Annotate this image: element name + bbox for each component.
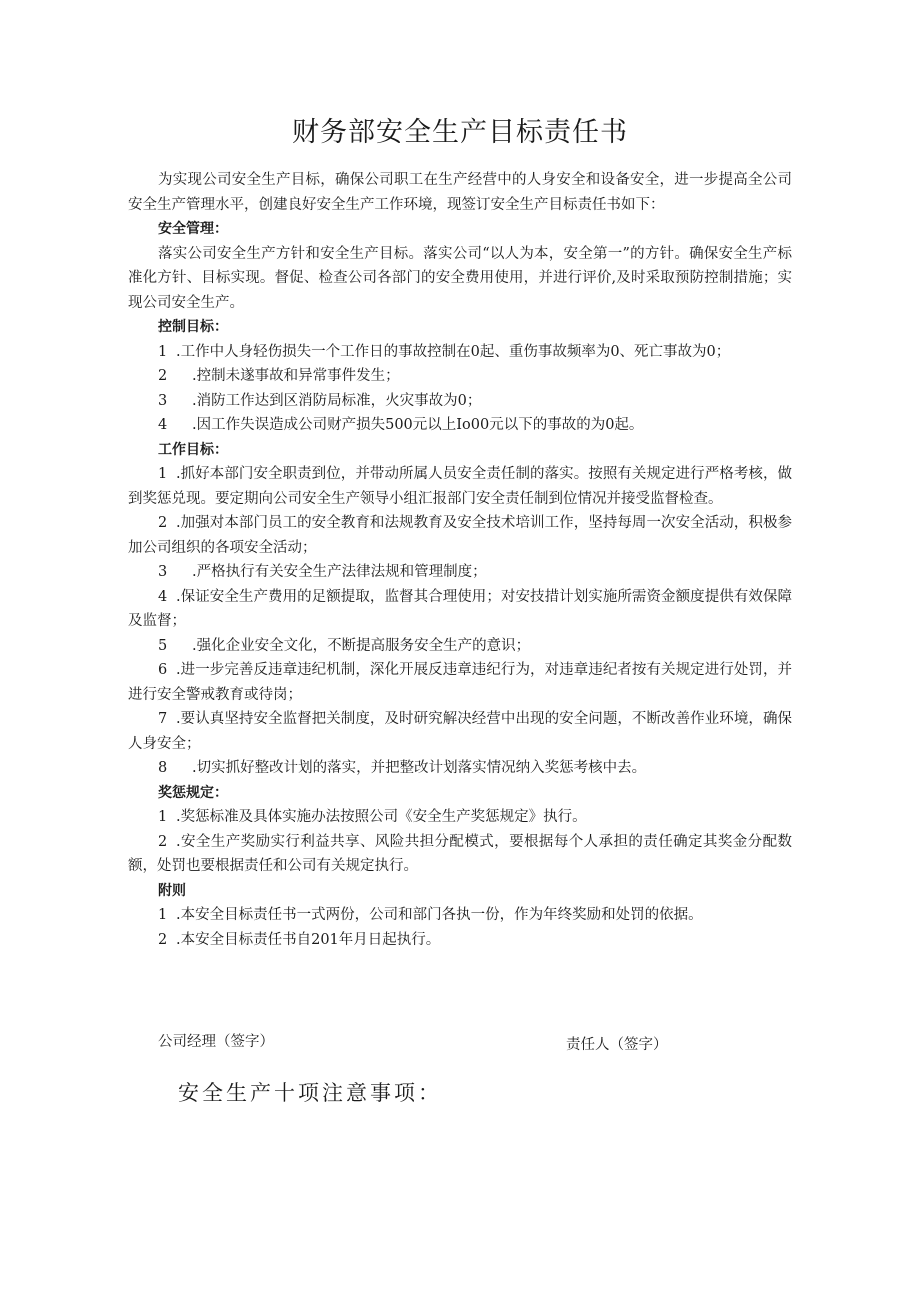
list-item	[128, 462, 792, 511]
list-item	[128, 634, 792, 659]
section-heading-work-targets: 工作目标：	[158, 441, 228, 458]
list-number: 2	[158, 931, 168, 948]
list-item	[128, 707, 792, 756]
list-item	[128, 903, 792, 928]
list-text: .因工作失误造成公司财产损失500元以上Io00元以下的事故的为0起。	[192, 417, 644, 433]
list-number: 4	[158, 417, 168, 433]
list-number: 2	[158, 515, 168, 531]
list-item	[128, 585, 792, 634]
list-number: 8	[158, 760, 168, 776]
list-item	[128, 511, 792, 560]
list-item	[128, 364, 792, 389]
list-text: .工作中人身轻伤损失一个工作日的事故控制在0起、重伤事故频率为0、死亡事故为0；	[176, 343, 731, 360]
list-number: 2	[158, 833, 168, 850]
list-text: .保证安全生产费用的足额提取，监督其合理使用；对安技措计划实施所需资金额度提供有效保障及监督；	[128, 588, 792, 629]
list-number: 1	[158, 907, 168, 923]
list-number: 4	[158, 588, 168, 605]
list-item	[128, 805, 792, 830]
list-number: 1	[158, 343, 168, 360]
list-text: .安全生产奖励实行利益共享、风险共担分配模式，要根据每个人承担的责任确定其奖金分配数额，处罚也要根据责任和公司有关规定执行。	[128, 833, 792, 874]
list-number: 7	[158, 711, 168, 727]
list-item	[128, 658, 792, 707]
list-text: .切实抓好整改计划的落实，并把整改计划落实情况纳入奖惩考核中去。	[192, 760, 647, 776]
section-heading-safety-management: 安全管理：	[158, 221, 228, 237]
section-heading-rewards: 奖惩规定：	[158, 784, 228, 801]
responsible-signature-label: 责任人（签字）	[566, 1037, 668, 1053]
list-number: 1	[158, 466, 168, 482]
list-item	[128, 928, 792, 953]
list-text: .强化企业安全文化，不断提高服务安全生产的意识；	[192, 637, 531, 654]
document-body	[128, 168, 792, 952]
list-text: .严格执行有关安全生产法律法规和管理制度；	[192, 564, 487, 580]
safety-management-text: 落实公司安全生产方针和安全生产目标。落实公司“以人为本，安全第一”的方针。确保安全生产标准化方针、目标实现。督促、检查公司各部门的安全费用使用，并进行评价,及时采取预防控制措施；实现公司安全生产。	[128, 245, 792, 311]
list-number: 2	[158, 368, 168, 384]
list-item	[128, 413, 792, 438]
list-number: 6	[158, 662, 168, 678]
list-text: .本安全目标责任书一式两份，公司和部门各执一份，作为年终奖励和处罚的依据。	[176, 907, 703, 923]
list-text: .抓好本部门安全职责到位，并带动所属人员安全责任制的落实。按照有关规定进行严格考核，做到奖惩兑现。要定期向公司安全生产领导小组汇报部门安全责任制到位情况并接受监督检查。	[128, 466, 792, 507]
list-item	[128, 830, 792, 879]
list-text: .要认真坚持安全监督把关制度，及时研究解决经营中出现的安全问题，不断改善作业环境，确保人身安全；	[128, 711, 792, 752]
list-text: .消防工作达到区消防局标准，火灾事故为0；	[192, 392, 482, 409]
document-title: 财务部安全生产目标责任书	[292, 117, 628, 148]
list-number: 1	[158, 809, 168, 825]
section-heading-control-targets: 控制目标：	[158, 319, 228, 335]
intro-paragraph: 为实现公司安全生产目标，确保公司职工在生产经营中的人身安全和设备安全，进一步提高全公司安全生产管理水平，创建良好安全生产工作环境，现签订安全生产目标责任书如下：	[128, 172, 792, 213]
section-heading-appendix: 附则	[158, 882, 186, 899]
list-item	[128, 389, 792, 414]
manager-signature-label: 公司经理（签字）	[158, 1034, 274, 1050]
list-text: .奖惩标准及具体实施办法按照公司《安全生产奖惩规定》执行。	[176, 809, 587, 825]
list-item	[128, 340, 792, 365]
list-number: 5	[158, 637, 168, 654]
list-item	[128, 756, 792, 781]
list-text: .控制未遂事故和异常事件发生；	[192, 368, 400, 384]
list-item	[128, 560, 792, 585]
list-text: .本安全目标责任书自201年月日起执行。	[176, 931, 441, 948]
notes-heading: 安全生产十项注意事项：	[178, 1081, 442, 1105]
list-text: .加强对本部门员工的安全教育和法规教育及安全技术培训工作，坚持每周一次安全活动，积极参加公司组织的各项安全活动；	[128, 515, 792, 556]
list-number: 3	[158, 564, 168, 580]
list-number: 3	[158, 392, 168, 409]
list-text: .进一步完善反违章违纪机制，深化开展反违章违纪行为，对违章违纪者按有关规定进行处罚，并进行安全警戒教育或待岗；	[128, 662, 792, 703]
